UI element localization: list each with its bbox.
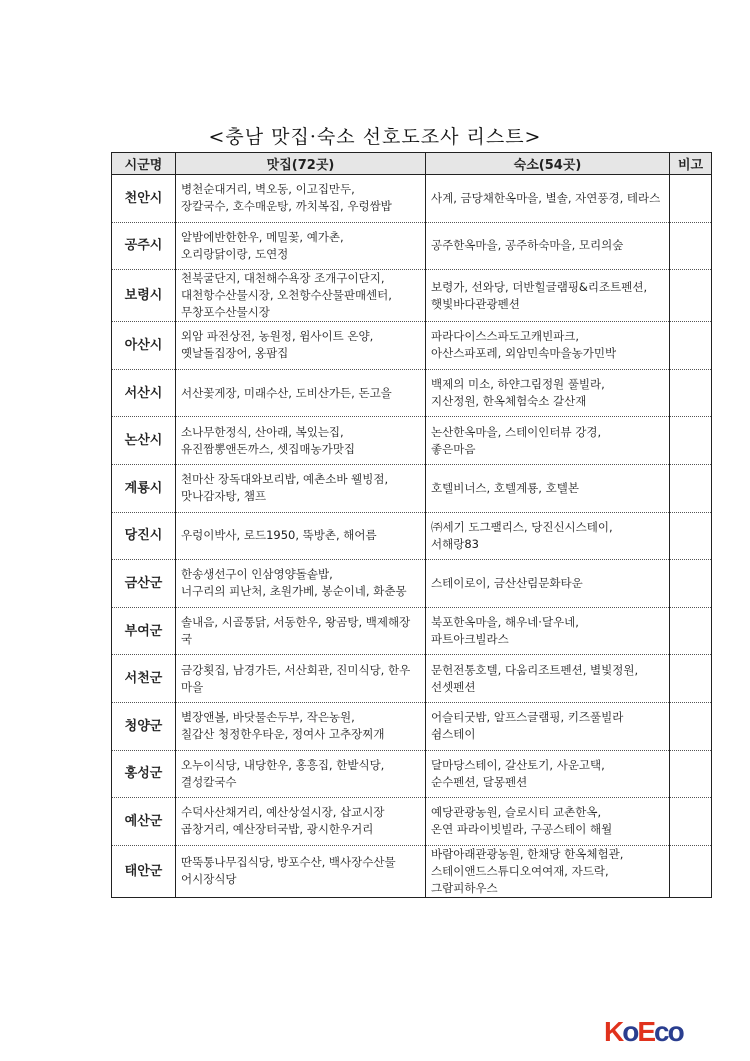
lodging-list-cell: [426, 560, 670, 608]
restaurant-line: 옛날돌집장어, 옹팜집: [181, 346, 289, 361]
lodging-list-cell: [426, 222, 670, 270]
restaurant-line: 병천순대거리, 벽오동, 이고집만두,: [181, 182, 355, 197]
lodging-list-cell: [426, 655, 670, 703]
city-name: 보령시: [112, 270, 176, 322]
lodging-line: 순수펜션, 달몽펜션: [431, 774, 528, 789]
preference-survey-table: [111, 152, 712, 898]
restaurant-line: 무창포수산물시장: [181, 305, 270, 320]
lodging-line: 지산정원, 한옥체험숙소 갈산재: [431, 394, 587, 409]
restaurant-line: 우렁이박사, 로드1950, 뚝방촌, 해어름: [181, 528, 377, 543]
note-cell: [670, 750, 712, 798]
restaurant-list-cell: [176, 222, 426, 270]
table-row: [112, 175, 712, 223]
header-restaurants: 맛집(72곳): [176, 153, 426, 175]
note-cell: [670, 417, 712, 465]
lodging-line: 서해랑83: [431, 536, 479, 551]
restaurant-line: 대천항수산물시장, 오천항수산물판매센터,: [181, 288, 392, 303]
page-title: <충남 맛집·숙소 선호도조사 리스트>: [208, 126, 542, 148]
lodging-line: 온연 파라이빗빌라, 구공스테이 해월: [431, 822, 613, 837]
restaurant-list-cell: [176, 845, 426, 897]
header-lodging: 숙소(54곳): [426, 153, 670, 175]
restaurant-line: 너구리의 피난처, 초원가베, 봉순이네, 화춘몽: [181, 584, 407, 599]
note-cell: [670, 464, 712, 512]
restaurant-line: 결성칼국수: [181, 774, 237, 789]
lodging-list-cell: [426, 702, 670, 750]
city-name: 예산군: [112, 798, 176, 846]
header-city: 시군명: [112, 153, 176, 175]
table-row: [112, 512, 712, 560]
restaurant-list-cell: [176, 322, 426, 370]
lodging-line: 사계, 금당채한옥마을, 별솔, 자연풍경, 테라스: [431, 190, 661, 205]
lodging-list-cell: [426, 175, 670, 223]
lodging-line: 선셋펜션: [431, 679, 476, 694]
note-cell: [670, 369, 712, 417]
restaurant-list-cell: [176, 464, 426, 512]
note-cell: [670, 655, 712, 703]
note-cell: [670, 845, 712, 897]
lodging-line: 백제의 미소, 하얀그림정원 풀빌라,: [431, 377, 605, 392]
restaurant-list-cell: [176, 750, 426, 798]
restaurant-list-cell: [176, 655, 426, 703]
restaurant-list-cell: [176, 512, 426, 560]
lodging-line: 달마당스테이, 갈산토기, 사운고택,: [431, 757, 605, 772]
restaurant-list-cell: [176, 175, 426, 223]
lodging-line: 스테이로이, 금산산림문화타운: [431, 575, 583, 590]
city-name: 계룡시: [112, 464, 176, 512]
note-cell: [670, 798, 712, 846]
restaurant-line: 금강횟집, 남경가든, 서산회관, 진미식당, 한우마을: [181, 662, 411, 694]
restaurant-list-cell: [176, 417, 426, 465]
restaurant-line: 솔내음, 시골통닭, 서동한우, 왕곰탕, 백제해장국: [181, 615, 411, 647]
restaurant-list-cell: [176, 369, 426, 417]
table-header-row: [112, 153, 712, 175]
restaurant-line: 외암 파전상전, 농원정, 윔사이트 온양,: [181, 329, 374, 344]
restaurant-list-cell: [176, 702, 426, 750]
lodging-list-cell: [426, 798, 670, 846]
restaurant-line: 천마산 장독대와보리밥, 예촌소바 웰빙점,: [181, 472, 389, 487]
restaurant-list-cell: [176, 560, 426, 608]
lodging-line: 스테이앤드스튜디오여여재, 자드락,: [431, 863, 609, 878]
restaurant-line: 오리랑닭이랑, 도연정: [181, 246, 289, 261]
lodging-list-cell: [426, 512, 670, 560]
lodging-list-cell: [426, 417, 670, 465]
city-name: 공주시: [112, 222, 176, 270]
header-note: 비고: [670, 153, 712, 175]
lodging-line: 아산스파포레, 외암민속마을농가민박: [431, 346, 617, 361]
note-cell: [670, 702, 712, 750]
table-row: [112, 322, 712, 370]
restaurant-line: 서산꽃게장, 미래수산, 도비산가든, 돈고을: [181, 385, 392, 400]
restaurant-line: 곱창거리, 예산장터국밥, 광시한우거리: [181, 822, 374, 837]
table-row: [112, 270, 712, 322]
restaurant-line: 오누이식당, 내당한우, 홍흥집, 한밭식당,: [181, 757, 385, 772]
lodging-line: 보령가, 선와당, 더반힐글램핑&리조트펜션,: [431, 279, 648, 294]
city-name: 태안군: [112, 845, 176, 897]
restaurant-line: 어시장식당: [181, 872, 237, 887]
koeco-logo: KoEco: [604, 1016, 683, 1047]
lodging-list-cell: [426, 270, 670, 322]
city-name: 서천군: [112, 655, 176, 703]
table-row: [112, 369, 712, 417]
lodging-line: 호텔비너스, 호텔계룡, 호텔본: [431, 480, 579, 495]
city-name: 천안시: [112, 175, 176, 223]
table-row: [112, 655, 712, 703]
table-row: [112, 798, 712, 846]
restaurant-line: 맛나감자탕, 챔프: [181, 489, 267, 504]
table-row: [112, 845, 712, 897]
city-name: 홍성군: [112, 750, 176, 798]
lodging-list-cell: [426, 464, 670, 512]
lodging-line: 북포한옥마을, 해우네·달우네,: [431, 615, 579, 630]
table-row: [112, 222, 712, 270]
note-cell: [670, 270, 712, 322]
lodging-line: 공주한옥마을, 공주하숙마을, 모리의숲: [431, 238, 624, 253]
table-row: [112, 607, 712, 655]
restaurant-line: 장칼국수, 호수매운탕, 까치복집, 우렁쌈밥: [181, 199, 392, 214]
lodging-line: 예당관광농원, 슬로시티 교촌한옥,: [431, 805, 602, 820]
table-row: [112, 750, 712, 798]
restaurant-line: 천북굴단지, 대천해수욕장 조개구이단지,: [181, 271, 385, 286]
note-cell: [670, 222, 712, 270]
lodging-list-cell: [426, 845, 670, 897]
note-cell: [670, 322, 712, 370]
city-name: 당진시: [112, 512, 176, 560]
lodging-line: ㈜세기 도그팰리스, 당진신시스테이,: [431, 519, 613, 534]
lodging-line: 좋은마음: [431, 441, 476, 456]
city-name: 아산시: [112, 322, 176, 370]
lodging-line: 어슬티굿밤, 알프스글램핑, 키즈풀빌라: [431, 710, 624, 725]
lodging-line: 파라다이스스파도고캐빈파크,: [431, 329, 580, 344]
city-name: 청양군: [112, 702, 176, 750]
restaurant-line: 딴뚝통나무집식당, 방포수산, 백사장수산물: [181, 855, 396, 870]
lodging-line: 햇빛바다관광펜션: [431, 296, 520, 311]
restaurant-line: 수덕사산채거리, 예산상설시장, 삽교시장: [181, 805, 385, 820]
lodging-line: 파트아크빌라스: [431, 632, 509, 647]
note-cell: [670, 607, 712, 655]
lodging-list-cell: [426, 322, 670, 370]
note-cell: [670, 560, 712, 608]
lodging-list-cell: [426, 607, 670, 655]
lodging-line: 그람피하우스: [431, 880, 498, 895]
lodging-line: 논산한옥마을, 스테이인터뷰 강경,: [431, 424, 602, 439]
city-name: 금산군: [112, 560, 176, 608]
restaurant-line: 유진짬뽕앤돈까스, 셋집매농가맛집: [181, 441, 355, 456]
city-name: 논산시: [112, 417, 176, 465]
table-row: [112, 560, 712, 608]
restaurant-line: 별장앤볼, 바닷물손두부, 작은농원,: [181, 710, 355, 725]
restaurant-list-cell: [176, 607, 426, 655]
city-name: 부여군: [112, 607, 176, 655]
restaurant-line: 한송생선구이 인삼영양돌솥밥,: [181, 567, 333, 582]
lodging-line: 쉼스테이: [431, 727, 476, 742]
restaurant-line: 알밤에반한한우, 메밀꽃, 예가촌,: [181, 229, 344, 244]
table-row: [112, 464, 712, 512]
restaurant-list-cell: [176, 798, 426, 846]
note-cell: [670, 175, 712, 223]
note-cell: [670, 512, 712, 560]
restaurant-line: 소나무한정식, 산아래, 복있는집,: [181, 424, 344, 439]
lodging-line: 바람아래관광농원, 한채당 한옥체험관,: [431, 846, 624, 861]
lodging-list-cell: [426, 750, 670, 798]
city-name: 서산시: [112, 369, 176, 417]
table-row: [112, 417, 712, 465]
restaurant-list-cell: [176, 270, 426, 322]
restaurant-line: 칠갑산 청정한우타운, 정여사 고추장찌개: [181, 727, 385, 742]
table-row: [112, 702, 712, 750]
lodging-list-cell: [426, 369, 670, 417]
lodging-line: 문헌전통호텔, 다움리조트펜션, 별빛정원,: [431, 662, 639, 677]
